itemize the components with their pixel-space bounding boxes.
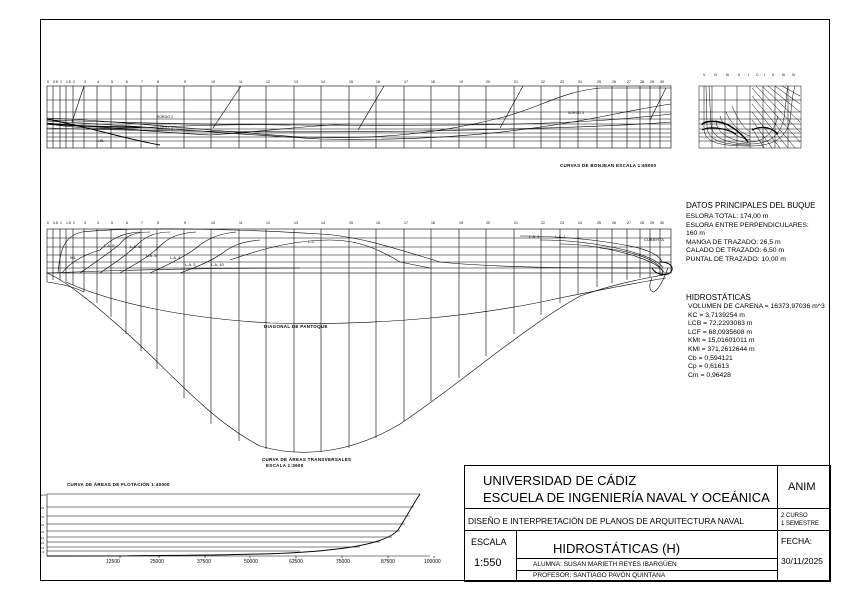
svg-text:7.0: 7.0 [40, 515, 45, 519]
body-plan [699, 86, 801, 148]
label-la2: L.A. 2 [529, 234, 540, 239]
svg-text:16: 16 [376, 221, 380, 225]
ship-data-line: ESLORA ENTRE PERPENDICULARES: [686, 221, 809, 229]
ship-data-line: CALADO DE TRAZADO: 6,50 m [686, 247, 785, 255]
ship-data-line: 160 m [686, 230, 705, 238]
svg-text:I: I [764, 73, 765, 77]
svg-text:9: 9 [184, 80, 186, 84]
svg-text:8: 8 [157, 80, 159, 84]
ship-main-data [686, 201, 816, 265]
label-la3: L.A. 3 [185, 262, 196, 267]
svg-text:21: 21 [514, 221, 518, 225]
svg-text:28: 28 [640, 221, 644, 225]
university-name: UNIVERSIDAD DE CÁDIZ [483, 473, 637, 488]
svg-text:10.0: 10.0 [40, 493, 46, 497]
ship-data-line: MANGA DE TRAZADO: 26,5 m [686, 238, 781, 246]
bonjean-label-lbl: LBL [98, 139, 105, 143]
subject-name: DISEÑO E INTERPRETACIÓN DE PLANOS DE ARQUITECTURA NAVAL [468, 516, 744, 526]
svg-text:6.0: 6.0 [40, 523, 45, 527]
svg-text:15: 15 [349, 221, 353, 225]
date-label: FECHA: [781, 536, 813, 546]
svg-text:5: 5 [111, 80, 113, 84]
date-value: 30/11/2025 [781, 556, 823, 566]
svg-text:7: 7 [141, 80, 143, 84]
svg-text:28: 28 [640, 80, 644, 84]
subject-cell [464, 508, 778, 531]
svg-text:5.0: 5.0 [40, 530, 45, 534]
svg-text:19: 19 [459, 221, 463, 225]
label-la1: L.A. 1 [555, 234, 566, 239]
scale-label: ESCALA [471, 537, 507, 547]
scale-cell [464, 530, 517, 582]
hydro-line: LCF = 68,0935608 m [688, 328, 753, 336]
svg-text:14: 14 [321, 80, 325, 84]
label-la4: L.A. 4 [170, 255, 181, 260]
label-la10: L.A. 10 [211, 262, 224, 267]
svg-text:3: 3 [84, 221, 86, 225]
svg-text:23: 23 [560, 80, 564, 84]
svg-text:8.0: 8.0 [40, 506, 45, 510]
hydro-line: VOLUMEN DE CARENA = 16373,97036 m^3 [688, 303, 825, 310]
hydro-line: Cb = 0,594121 [688, 354, 733, 362]
title-block [464, 465, 830, 581]
label-la5: L.A. 5 [146, 253, 157, 258]
course-semester: 1 SEMESTRE [781, 521, 820, 527]
svg-text:11: 11 [239, 221, 243, 225]
svg-text:II: II [772, 73, 774, 77]
hydro-line: KMt = 15,01601011 m [688, 337, 755, 345]
school-name: ESCUELA DE INGENIERÍA NAVAL Y OCEÁNICA [483, 490, 770, 505]
x-tick: 37500 [197, 559, 211, 565]
svg-text:30: 30 [660, 80, 664, 84]
svg-text:6: 6 [126, 80, 128, 84]
svg-text:13: 13 [294, 80, 298, 84]
bonjean-label-sorgo3: SORGO 3 [568, 111, 584, 115]
drawing-title-cell [516, 530, 778, 559]
svg-text:II: II [738, 73, 740, 77]
svg-text:2: 2 [73, 80, 75, 84]
hydro-line: Cm = 0,96428 [688, 371, 731, 379]
svg-text:0.5: 0.5 [53, 221, 58, 225]
svg-text:20: 20 [486, 221, 490, 225]
svg-text:17: 17 [404, 221, 408, 225]
svg-text:20: 20 [486, 80, 490, 84]
diagonal-caption: DIAGONAL DE PANTOQUE [264, 324, 328, 329]
svg-text:7: 7 [141, 221, 143, 225]
svg-text:I: I [748, 73, 749, 77]
svg-text:24: 24 [578, 221, 582, 225]
svg-text:1: 1 [60, 221, 62, 225]
date-cell [777, 530, 831, 582]
svg-text:1.0: 1.0 [40, 550, 45, 554]
svg-text:18: 18 [431, 80, 435, 84]
svg-text:29: 29 [650, 80, 654, 84]
svg-text:3: 3 [84, 80, 86, 84]
svg-text:26: 26 [612, 80, 616, 84]
label-wl: WL [70, 255, 76, 260]
professor-cell [516, 570, 778, 582]
svg-text:C: C [756, 73, 759, 77]
svg-text:10: 10 [211, 80, 215, 84]
svg-text:21: 21 [514, 80, 518, 84]
svg-text:IV: IV [792, 73, 796, 77]
svg-text:30: 30 [660, 221, 664, 225]
svg-text:10: 10 [211, 221, 215, 225]
svg-text:19: 19 [459, 80, 463, 84]
bonjean-profile [47, 86, 671, 148]
svg-text:IV: IV [714, 73, 718, 77]
svg-text:12: 12 [266, 80, 270, 84]
flotation-area-plot [47, 494, 434, 558]
svg-text:24: 24 [578, 80, 582, 84]
svg-text:0: 0 [47, 221, 49, 225]
svg-text:17: 17 [404, 80, 408, 84]
student-name: ALUMNA: SUSAN MARIETH REYES IBARGÜEN [533, 561, 677, 568]
hydrostatics-title: HIDROSTÁTICAS [686, 293, 751, 302]
x-tick: 87500 [381, 559, 395, 565]
drawing-title: HIDROSTÁTICAS (H) [553, 541, 681, 556]
svg-text:29: 29 [650, 221, 654, 225]
svg-text:25: 25 [597, 80, 601, 84]
svg-text:1: 1 [60, 80, 62, 84]
svg-text:4.0: 4.0 [40, 536, 45, 540]
svg-text:27: 27 [627, 221, 631, 225]
bonjean-label-sorgo1: SORGO 1 [157, 115, 173, 119]
svg-text:4: 4 [97, 221, 99, 225]
svg-text:26: 26 [612, 221, 616, 225]
hydro-line: KC = 3,7139254 m [688, 311, 745, 319]
svg-text:12: 12 [266, 221, 270, 225]
svg-text:16: 16 [376, 80, 380, 84]
hydro-line: Cp = 0,61613 [688, 363, 730, 371]
svg-text:11: 11 [239, 80, 243, 84]
svg-text:1.5: 1.5 [66, 80, 71, 84]
svg-text:9: 9 [184, 221, 186, 225]
x-tick: 12500 [106, 559, 120, 565]
svg-text:2: 2 [73, 221, 75, 225]
code-cell [777, 465, 831, 509]
svg-text:V: V [703, 73, 706, 77]
svg-text:22: 22 [541, 221, 545, 225]
svg-text:III: III [726, 73, 729, 77]
bonjean-label-sorgo2: SORGO 2 [157, 127, 173, 131]
transverse-areas-caption: CURVA DE ÁREAS TRANSVERSALES [262, 457, 352, 462]
svg-text:23: 23 [560, 221, 564, 225]
code-value: ANIM [788, 481, 816, 493]
x-tick: 75000 [336, 559, 350, 565]
bonjean-caption: CURVAS DE BONJEAN ESCALA 1:65000 [560, 163, 657, 168]
svg-text:15: 15 [349, 80, 353, 84]
svg-text:5: 5 [111, 221, 113, 225]
svg-text:22: 22 [541, 80, 545, 84]
hydro-line: KMl = 371,2612644 m [688, 345, 755, 353]
hydrostatics-data [686, 293, 825, 380]
course-cell [777, 508, 831, 531]
transverse-areas-scale: ESCALA 1:3600 [266, 463, 304, 468]
svg-text:1.5: 1.5 [66, 221, 71, 225]
svg-text:18: 18 [431, 221, 435, 225]
svg-text:0: 0 [47, 80, 49, 84]
svg-text:III: III [782, 73, 785, 77]
label-la8: L.A. 8 [104, 243, 115, 248]
ship-data-line: PUNTAL DE TRAZADO: 10,00 m [686, 255, 786, 263]
svg-text:25: 25 [597, 221, 601, 225]
svg-text:4: 4 [97, 80, 99, 84]
svg-text:14: 14 [321, 221, 325, 225]
svg-text:8: 8 [157, 221, 159, 225]
flotation-caption: CURVA DE ÁREAS DE FLOTACIÓN 1:40000 [67, 482, 170, 487]
svg-text:3.0: 3.0 [40, 541, 45, 545]
institution-cell [464, 465, 778, 509]
hydro-line: LCB = 72,2293083 m [688, 320, 753, 328]
svg-text:27: 27 [627, 80, 631, 84]
label-ls: L.S. [308, 239, 316, 244]
ship-data-line: ESLORA TOTAL: 174,00 m [686, 213, 769, 220]
svg-text:0.5: 0.5 [53, 80, 58, 84]
professor-name: PROFESOR: SANTIAGO PAVÓN QUINTANA [533, 572, 666, 579]
ship-data-title: DATOS PRINCIPALES DEL BUQUE [686, 201, 816, 210]
label-la6: L.A. 6 [130, 244, 141, 249]
waterline-plan [47, 229, 672, 452]
x-tick: 50000 [244, 559, 258, 565]
scale-value: 1:550 [474, 557, 502, 569]
svg-text:6: 6 [126, 221, 128, 225]
svg-text:13: 13 [294, 221, 298, 225]
label-cubierta: CUBIERTA [644, 237, 664, 242]
course-year: 2 CURSO [781, 513, 808, 519]
x-tick: 25000 [150, 559, 164, 565]
svg-text:2.0: 2.0 [40, 546, 45, 550]
x-tick: 62500 [289, 559, 303, 565]
x-tick: 100000 [424, 559, 441, 565]
